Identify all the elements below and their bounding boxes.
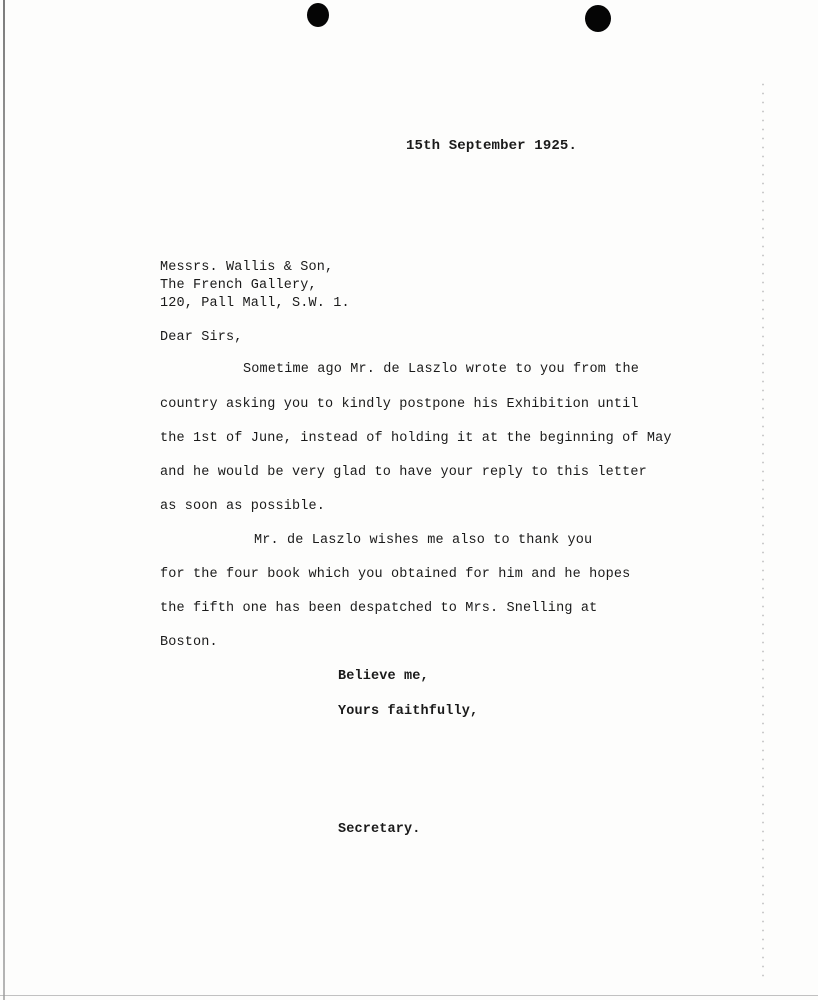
scan-left-edge [3,0,5,1000]
letter-date: 15th September 1925. [406,138,578,154]
closing-line: Believe me, [338,669,429,684]
body-line: for the four book which you obtained for him and he hopes [160,567,631,582]
address-line: 120, Pall Mall, S.W. 1. [160,296,350,311]
scan-bottom-edge [0,995,818,996]
body-line: the fifth one has been despatched to Mrs. Snelling at [160,601,598,616]
body-line: country asking you to kindly postpone his Exhibition until [160,397,639,412]
signature-title: Secretary. [338,822,421,837]
body-line: and he would be very glad to have your reply to this letter [160,465,647,480]
address-line: The French Gallery, [160,278,317,293]
body-line: Sometime ago Mr. de Laszlo wrote to you from the [243,362,640,377]
body-line: as soon as possible. [160,499,326,514]
punch-hole-icon [307,3,329,27]
closing-line: Yours faithfully, [338,704,479,719]
address-line: Messrs. Wallis & Son, [160,260,334,275]
body-line: the 1st of June, instead of holding it at the beginning of May [160,431,672,446]
salutation: Dear Sirs, [160,330,243,345]
body-line: Boston. [160,635,218,650]
scan-speckle-column [762,80,764,980]
body-line: Mr. de Laszlo wishes me also to thank you [254,533,593,548]
punch-hole-icon [585,5,611,32]
